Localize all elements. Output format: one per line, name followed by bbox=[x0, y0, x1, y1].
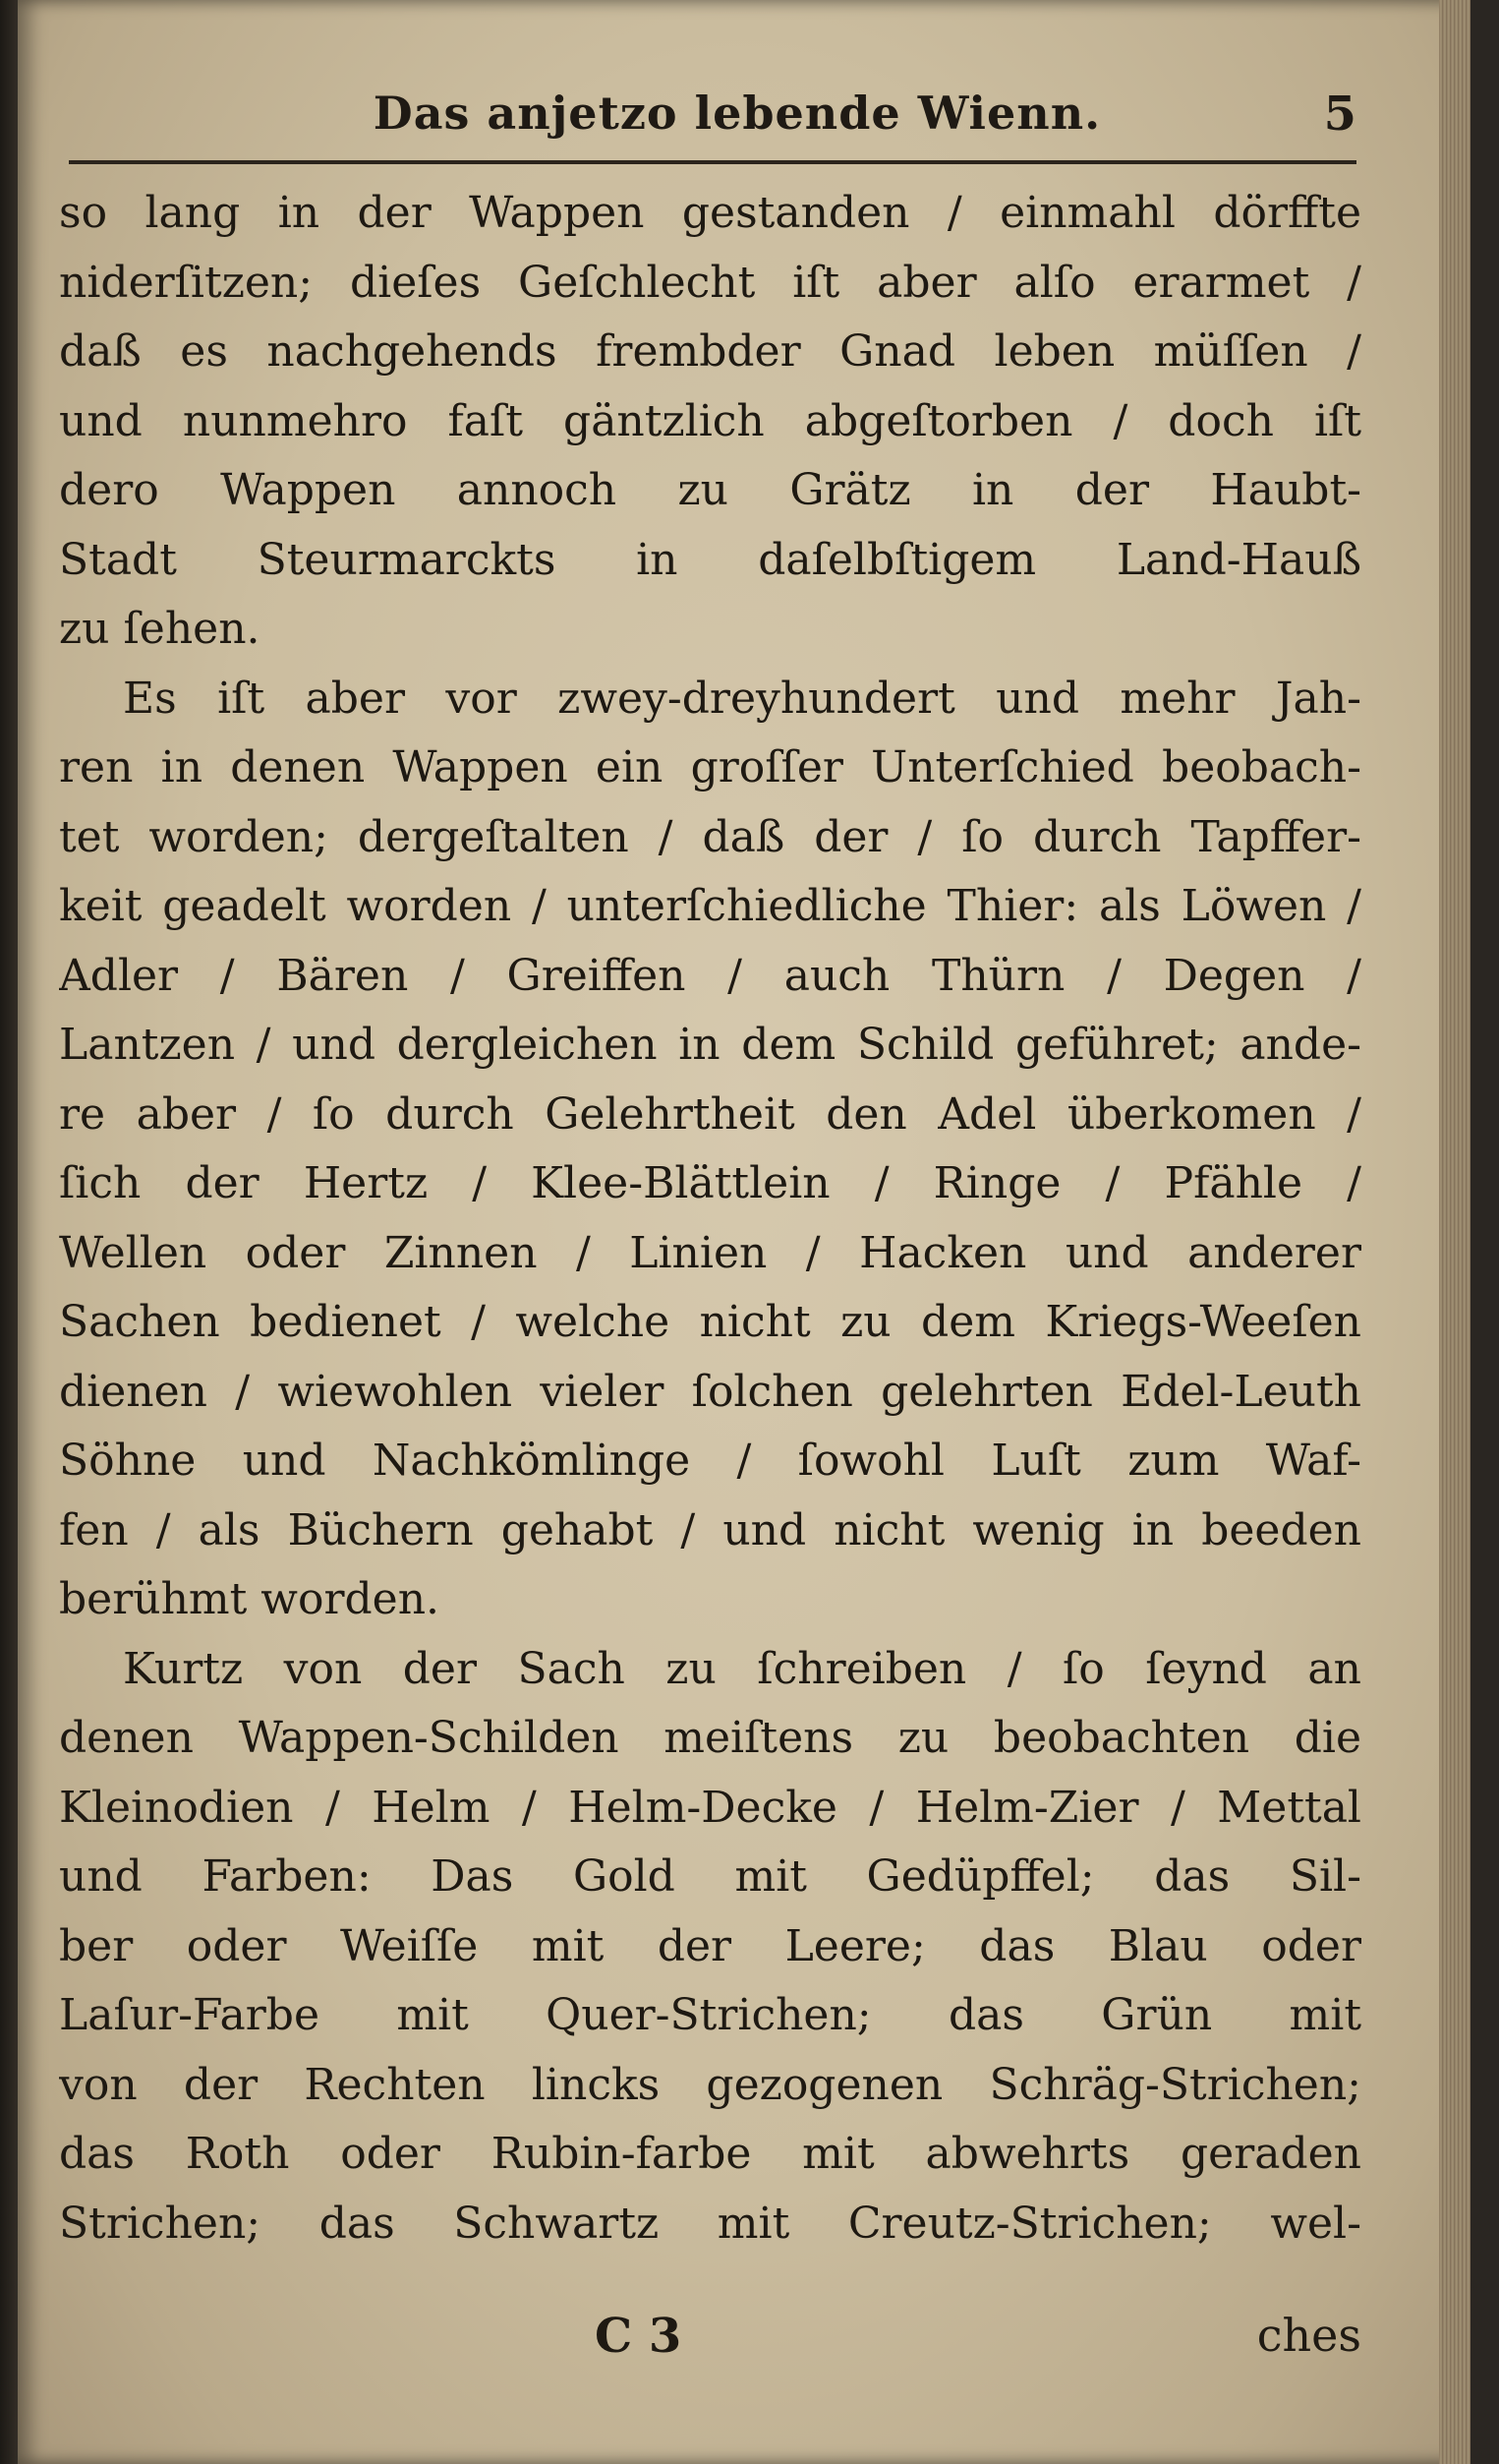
text-line: keit geadelt worden / unterſchiedliche Thier: als Löwen / bbox=[59, 881, 1361, 931]
text-line: ber oder Weiſſe mit der Leere; das Blau oder bbox=[59, 1920, 1361, 1971]
text-line: zu ſehen. bbox=[59, 604, 260, 654]
text-line: Es iſt aber vor zwey-dreyhundert und mehr Jah- bbox=[123, 673, 1361, 724]
text-line: Adler / Bären / Greiffen / auch Thürn / Degen / bbox=[59, 950, 1361, 1001]
text-line: Sachen bedienet / welche nicht zu dem Kriegs-Weeſen bbox=[59, 1297, 1361, 1347]
text-line: das Roth oder Rubin-farbe mit abwehrts geraden bbox=[59, 2129, 1361, 2179]
header-rule bbox=[69, 160, 1356, 164]
text-line: Kurtz von der Sach zu ſchreiben / ſo ſeynd an bbox=[123, 1643, 1361, 1694]
text-line: berühmt worden. bbox=[59, 1574, 440, 1624]
text-line: Kleinodien / Helm / Helm-Decke / Helm-Zier / Mettal bbox=[59, 1782, 1361, 1833]
page-edge bbox=[1439, 0, 1470, 2464]
page-footer bbox=[59, 2309, 1361, 2387]
text-line: fen / als Büchern gehabt / und nicht wenig in beeden bbox=[59, 1504, 1361, 1555]
text-line: re aber / ſo durch Gelehrtheit den Adel überkomen / bbox=[59, 1088, 1361, 1140]
text-line: und Farben: Das Gold mit Gedüpffel; das Sil- bbox=[59, 1851, 1361, 1902]
text-line: Söhne und Nachkömlinge / ſowohl Luſt zum Waf- bbox=[59, 1436, 1361, 1486]
paragraph-3 bbox=[59, 1635, 1361, 2259]
text-line: und nunmehro faſt gäntzlich abgeſtorben / doch iſt bbox=[59, 395, 1361, 446]
text-line: dienen / wiewohlen vieler ſolchen gelehrten Edel-Leuth bbox=[59, 1366, 1361, 1417]
text-line: Stadt Steurmarckts in daſelbſtigem Land-Hauß bbox=[59, 534, 1361, 585]
text-line: so lang in der Wappen gestanden / einmahl dörffte bbox=[59, 188, 1361, 238]
text-line: Lantzen / und dergleichen in dem Schild geführet; ande- bbox=[59, 1020, 1361, 1070]
paragraph-1 bbox=[59, 179, 1361, 665]
text-line: dero Wappen annoch zu Grätz in der Haubt- bbox=[59, 465, 1361, 515]
body-text bbox=[59, 179, 1361, 2259]
catchword: ches bbox=[1256, 2309, 1361, 2362]
text-line: ſich der Hertz / Klee-Blättlein / Ringe / Pfähle / bbox=[59, 1158, 1361, 1208]
text-line: niderſitzen; dieſes Geſchlecht iſt aber alſo erarmet / bbox=[59, 257, 1361, 308]
signature-mark: C 3 bbox=[595, 2309, 682, 2364]
text-line: tet worden; dergeſtalten / daß der / ſo durch Tapffer- bbox=[59, 811, 1361, 862]
page-number: 5 bbox=[1323, 87, 1356, 142]
text-line: Laſur-Farbe mit Quer-Strichen; das Grün mit bbox=[59, 1990, 1361, 2040]
text-line: ren in denen Wappen ein groſſer Unterſchied beobach- bbox=[59, 742, 1361, 792]
page-header bbox=[69, 87, 1356, 155]
text-line: von der Rechten lincks gezogenen Schräg-Strichen; bbox=[59, 2059, 1361, 2110]
running-title: Das anjetzo lebende Wienn. bbox=[373, 87, 1102, 140]
text-line: denen Wappen-Schilden meiſtens zu beobachten die bbox=[59, 1713, 1361, 1763]
paragraph-2 bbox=[59, 665, 1361, 1635]
text-line: daß es nachgehends frembder Gnad leben müſſen / bbox=[59, 326, 1361, 377]
text-line: Wellen oder Zinnen / Linien / Hacken und anderer bbox=[59, 1227, 1361, 1278]
text-line: Strichen; das Schwartz mit Creutz-Strichen; wel- bbox=[59, 2198, 1361, 2249]
